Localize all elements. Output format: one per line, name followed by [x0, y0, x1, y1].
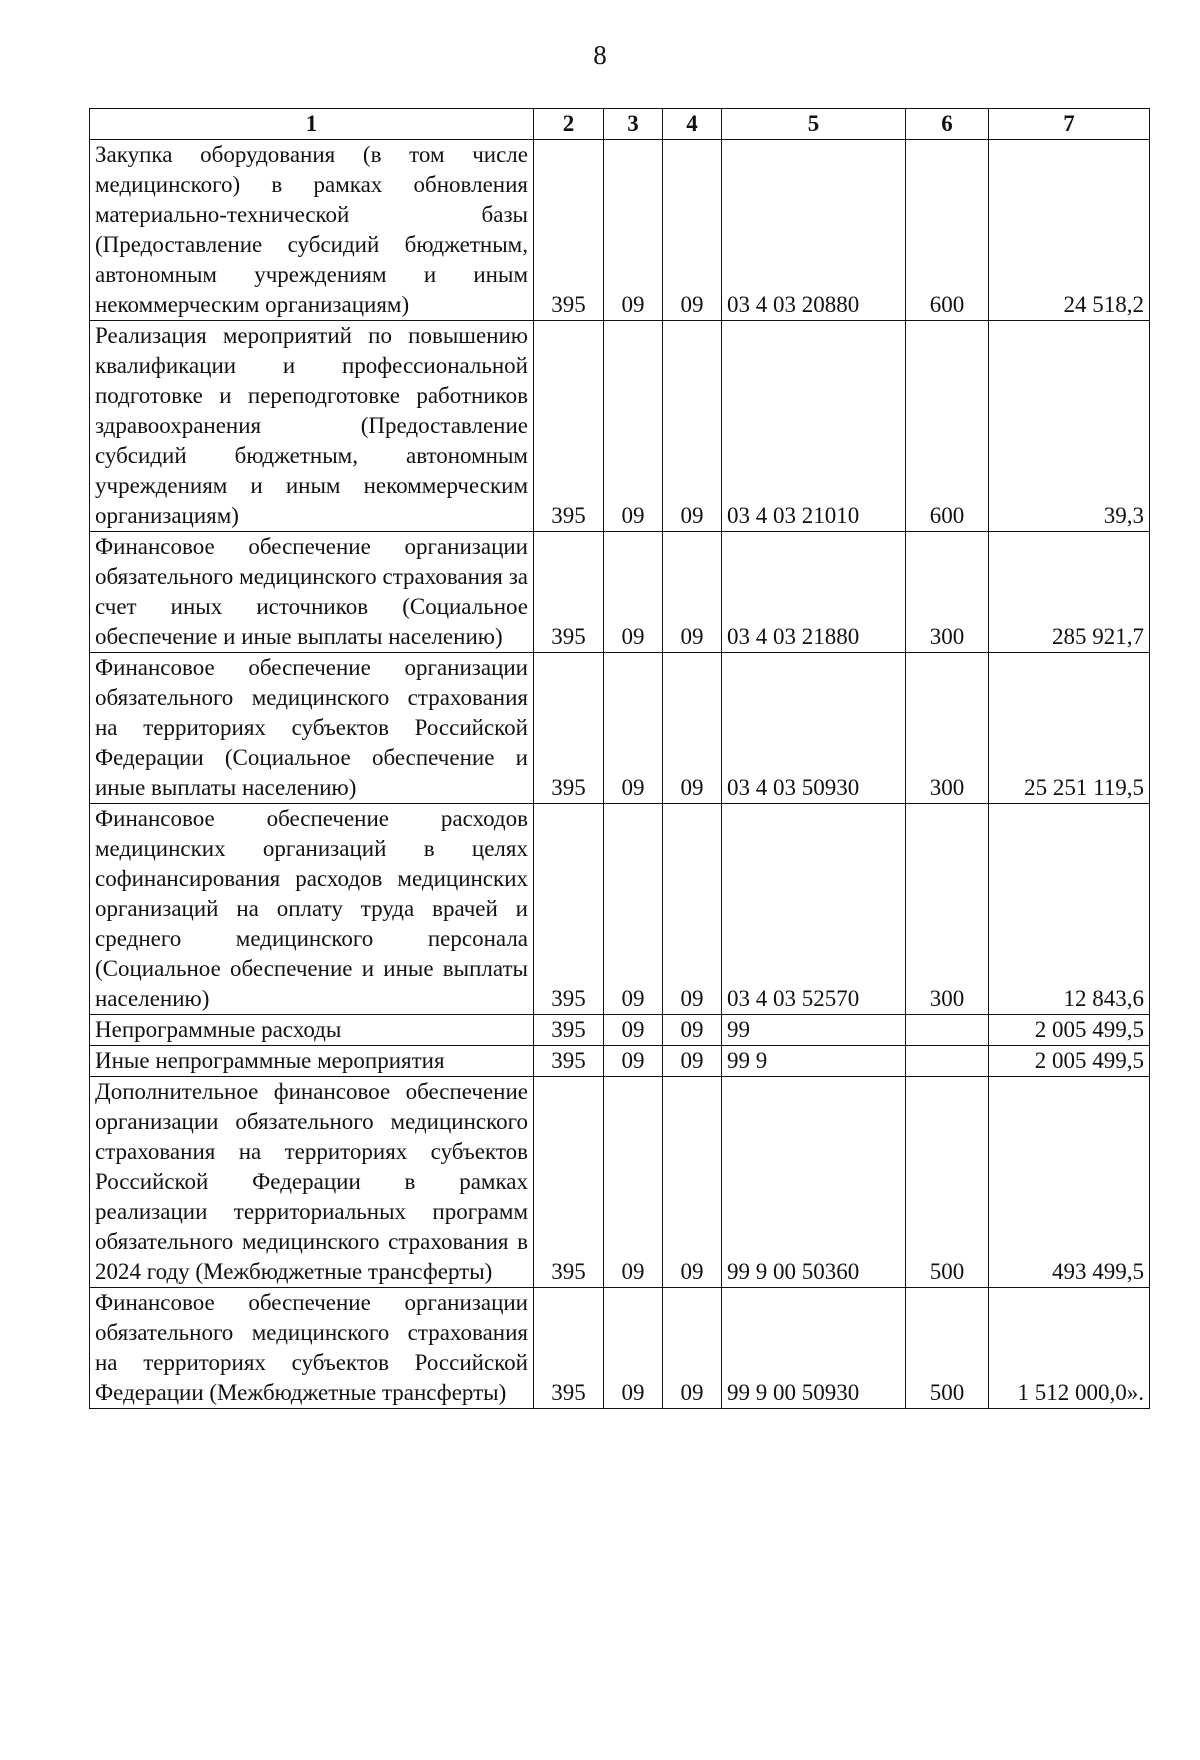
row-expense-type-cell: 300: [906, 532, 989, 653]
row-subsection-cell: 09: [663, 1288, 722, 1409]
row-target-article-cell: 99 9: [722, 1046, 906, 1077]
header-cell-3: 3: [604, 109, 663, 140]
row-section-cell: 09: [604, 804, 663, 1015]
row-target-article-cell: 03 4 03 21010: [722, 321, 906, 532]
table-header-row: [90, 109, 1150, 140]
row-code-cell: 395: [534, 1046, 604, 1077]
row-expense-type-cell: [906, 1015, 989, 1046]
row-amount-cell: 285 921,7: [989, 532, 1150, 653]
row-section-cell: 09: [604, 321, 663, 532]
row-section-cell: 09: [604, 1046, 663, 1077]
row-name-cell: Непрограммные расходы: [90, 1015, 534, 1046]
row-section-cell: 09: [604, 1288, 663, 1409]
row-expense-type-cell: 300: [906, 804, 989, 1015]
budget-table: [89, 108, 1150, 1409]
row-name-cell: Финансовое обеспечение организации обязательного медицинского страхования на территориях субъектов Российской Федерации (Межбюджетные трансферты): [90, 1288, 534, 1409]
header-cell-6: 6: [906, 109, 989, 140]
row-section-cell: 09: [604, 653, 663, 804]
row-name-cell: Закупка оборудования (в том числе медицинского) в рамках обновления материально-технической базы (Предоставление субсидий бюджетным, автономным учреждениям и иным некоммерческим организациям): [90, 140, 534, 321]
row-target-article-cell: 99 9 00 50360: [722, 1077, 906, 1288]
row-code-cell: 395: [534, 321, 604, 532]
row-target-article-cell: 03 4 03 20880: [722, 140, 906, 321]
row-amount-cell: 2 005 499,5: [989, 1046, 1150, 1077]
row-subsection-cell: 09: [663, 532, 722, 653]
row-expense-type-cell: 600: [906, 140, 989, 321]
row-name-cell: Финансовое обеспечение организации обязательного медицинского страхования на территориях субъектов Российской Федерации (Социальное обеспечение и иные выплаты населению): [90, 653, 534, 804]
header-cell-5: 5: [722, 109, 906, 140]
row-code-cell: 395: [534, 140, 604, 321]
row-target-article-cell: 99 9 00 50930: [722, 1288, 906, 1409]
header-cell-4: 4: [663, 109, 722, 140]
row-expense-type-cell: 300: [906, 653, 989, 804]
table-row: [90, 1015, 1150, 1046]
row-section-cell: 09: [604, 1077, 663, 1288]
row-code-cell: 395: [534, 532, 604, 653]
table-row: [90, 140, 1150, 321]
row-amount-cell: 24 518,2: [989, 140, 1150, 321]
row-expense-type-cell: 500: [906, 1077, 989, 1288]
header-cell-1: 1: [90, 109, 534, 140]
row-code-cell: 395: [534, 1015, 604, 1046]
header-cell-2: 2: [534, 109, 604, 140]
row-amount-cell: 1 512 000,0».: [989, 1288, 1150, 1409]
row-name-cell: Иные непрограммные мероприятия: [90, 1046, 534, 1077]
row-target-article-cell: 03 4 03 21880: [722, 532, 906, 653]
row-subsection-cell: 09: [663, 1015, 722, 1046]
row-code-cell: 395: [534, 1077, 604, 1288]
row-name-cell: Финансовое обеспечение расходов медицинских организаций в целях софинансирования расходов медицинских организаций на оплату труда врачей и среднего медицинского персонала (Социальное обеспечение и иные выплаты населению): [90, 804, 534, 1015]
row-name-cell: Финансовое обеспечение организации обязательного медицинского страхования за счет иных источников (Социальное обеспечение и иные выплаты населению): [90, 532, 534, 653]
row-subsection-cell: 09: [663, 140, 722, 321]
row-code-cell: 395: [534, 653, 604, 804]
row-amount-cell: 39,3: [989, 321, 1150, 532]
table-row: [90, 1077, 1150, 1288]
row-section-cell: 09: [604, 140, 663, 321]
table-row: [90, 1046, 1150, 1077]
row-subsection-cell: 09: [663, 1046, 722, 1077]
row-target-article-cell: 03 4 03 52570: [722, 804, 906, 1015]
table-row: [90, 653, 1150, 804]
table-row: [90, 532, 1150, 653]
row-expense-type-cell: 600: [906, 321, 989, 532]
row-subsection-cell: 09: [663, 804, 722, 1015]
row-subsection-cell: 09: [663, 1077, 722, 1288]
row-amount-cell: 2 005 499,5: [989, 1015, 1150, 1046]
row-amount-cell: 12 843,6: [989, 804, 1150, 1015]
table-row: [90, 321, 1150, 532]
row-section-cell: 09: [604, 1015, 663, 1046]
row-amount-cell: 493 499,5: [989, 1077, 1150, 1288]
table-row: [90, 1288, 1150, 1409]
row-code-cell: 395: [534, 1288, 604, 1409]
row-subsection-cell: 09: [663, 653, 722, 804]
row-target-article-cell: 99: [722, 1015, 906, 1046]
row-section-cell: 09: [604, 532, 663, 653]
row-expense-type-cell: [906, 1046, 989, 1077]
row-target-article-cell: 03 4 03 50930: [722, 653, 906, 804]
row-subsection-cell: 09: [663, 321, 722, 532]
row-amount-cell: 25 251 119,5: [989, 653, 1150, 804]
row-name-cell: Дополнительное финансовое обеспечение организации обязательного медицинского страхования на территориях субъектов Российской Федерации в рамках реализации территориальных программ обязательного медицинского страхования в 2024 году (Межбюджетные трансферты): [90, 1077, 534, 1288]
row-expense-type-cell: 500: [906, 1288, 989, 1409]
page-number: 8: [593, 40, 607, 70]
row-name-cell: Реализация мероприятий по повышению квалификации и профессиональной подготовке и переподготовке работников здравоохранения (Предоставление субсидий бюджетным, автономным учреждениям и иным некоммерческим организациям): [90, 321, 534, 532]
header-cell-7: 7: [989, 109, 1150, 140]
row-code-cell: 395: [534, 804, 604, 1015]
table-row: [90, 804, 1150, 1015]
